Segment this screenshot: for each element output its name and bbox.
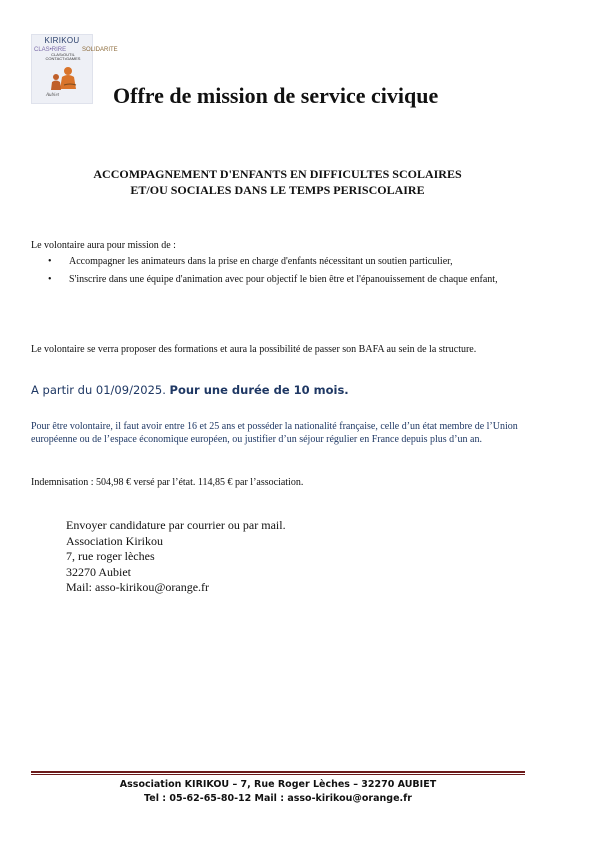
footer-divider-thick	[31, 771, 525, 773]
bullet-icon: •	[48, 273, 52, 285]
start-date: A partir du 01/09/2025.	[31, 383, 166, 397]
mission-item-text: S'inscrire dans une équipe d'animation avec pour objectif le bien être et l'épanouissement de chaque enfant,	[69, 273, 498, 285]
eligibility-paragraph: Pour être volontaire, il faut avoir entre 16 et 25 ans et posséder la nationalité française, celle d’un état membre de l’Union européenne ou de l’espace économique européen, ou justifier d’un séjour régulier en France depuis plus d’un an.	[31, 421, 518, 445]
logo-side-left-text: CLAS•RIRE	[34, 47, 67, 53]
contact-instruction: Envoyer candidature par courrier ou par mail.	[66, 518, 286, 532]
footer-divider-thin	[31, 774, 525, 775]
mission-item-text: Accompagner les animateurs dans la prise en charge d'enfants nécessitant un soutien particulier,	[69, 256, 453, 267]
contact-block	[66, 518, 286, 596]
page-title: Offre de mission de service civique	[113, 83, 439, 108]
mission-list	[48, 256, 518, 291]
footer-contact: Tel : 05-62-65-80-12 Mail : asso-kirikou@orange.fr	[144, 793, 412, 804]
duration: Pour une durée de 10 mois.	[169, 383, 349, 397]
page-footer	[31, 778, 525, 806]
contact-email[interactable]: Mail: asso-kirikou@orange.fr	[66, 580, 210, 594]
date-line	[31, 383, 349, 397]
contact-street: 7, rue roger lèches	[66, 549, 155, 563]
logo-middle-text: CLAS•OUTIL CONTACT•GAMES	[45, 52, 81, 61]
training-paragraph: Le volontaire se verra proposer des formations et aura la possibilité de passer son BAFA au sein de la structure.	[31, 344, 477, 355]
list-item	[48, 274, 518, 287]
subtitle-line-1: ACCOMPAGNEMENT D'ENFANTS EN DIFFICULTES SCOLAIRES	[93, 167, 462, 181]
kirikou-logo	[31, 34, 118, 104]
contact-org-name: Association Kirikou	[66, 533, 163, 548]
logo-side-right-text: SOLIDARITE	[82, 47, 118, 53]
compensation-line: Indemnisation : 504,98 € versé par l’état. 114,85 € par l’association.	[31, 477, 304, 488]
logo-title: KIRIKOU	[44, 36, 80, 45]
footer-divider	[31, 771, 525, 776]
logo-bottom-text: Aubiet	[46, 93, 60, 98]
mission-subtitle	[30, 166, 525, 198]
mission-intro: Le volontaire aura pour mission de :	[31, 240, 176, 251]
subtitle-line-2: ET/OU SOCIALES DANS LE TEMPS PERISCOLAIRE	[130, 183, 425, 197]
children-illustration-icon	[46, 63, 82, 93]
footer-address: Association KIRIKOU – 7, Rue Roger Lèches – 32270 AUBIET	[119, 779, 437, 790]
bullet-icon: •	[48, 256, 52, 267]
list-item	[48, 256, 518, 269]
contact-city: 32270 Aubiet	[66, 564, 131, 579]
